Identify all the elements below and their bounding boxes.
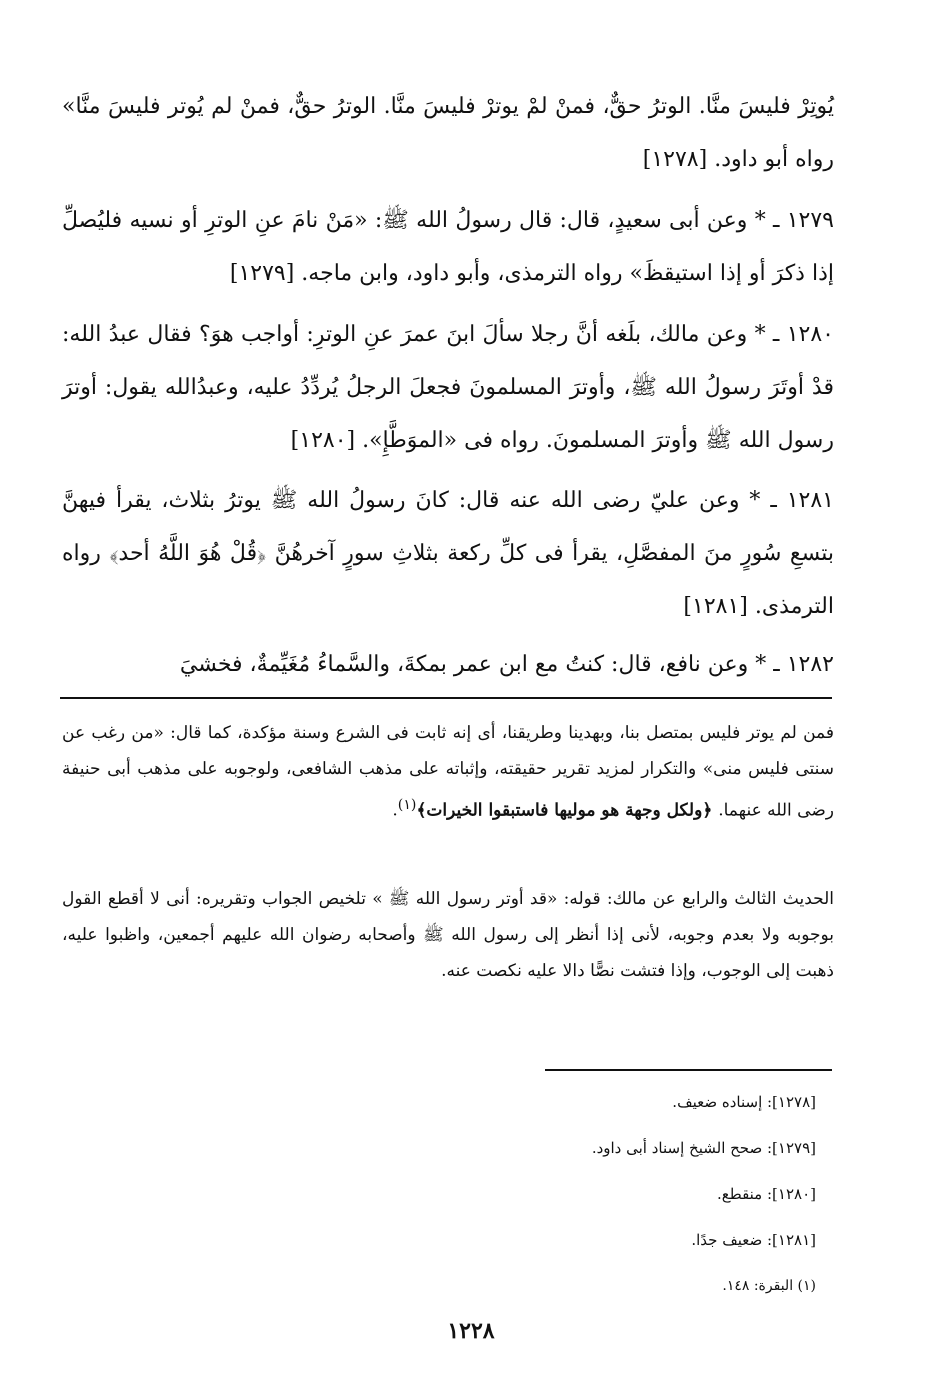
commentary-end: .: [392, 800, 398, 821]
footnote-1278: [١٢٧٨]: إسناده ضعيف.: [672, 1093, 816, 1111]
commentary-line: [62, 715, 834, 829]
footnotes-divider: [545, 1069, 832, 1071]
footnote-1280: [١٢٨٠]: منقطع.: [717, 1185, 816, 1203]
quran-quote: ﴿ولكل وجهة هو موليها فاستبقوا الخيرات﴾: [416, 800, 719, 821]
hadith-text: يُوتِرْ فليسَ منَّا. الوترُ حقٌّ، فمنْ لمْ يوترْ فليسَ منَّا. الوترُ حقٌّ، فمنْ لم يُوتر فليسَ منَّا» رواه أبو داود. [١٢٧٨]: [62, 94, 834, 172]
footnotes: [316, 1092, 816, 1322]
commentary-text: فمن لم يوتر فليس بمتصل بنا، وبهدينا وطريقنا، أى إنه ثابت فى الشرع وسنة مؤكدة، كما قال: «من رغب عن سنتى فليس منى» والتكرار لمزيد تقرير حقيقته، وإثباته على مذهب الشافعى، ولوجوبه على مذهب أبى حنيفة رضى الله عنهما.: [62, 723, 834, 821]
hadith-1282-start: [62, 638, 834, 691]
hadith-1278-ending: [62, 80, 834, 186]
hadith-text: ١٢٨٢ ـ * وعن نافع، قال: كنتُ مع ابن عمر بمكةَ، والسَّماءُ مُغَيِّمةٌ، فخشيَ: [179, 652, 834, 677]
page-number: ١٢٢٨: [447, 1318, 495, 1344]
footnote-1279: [١٢٧٩]: صحح الشيخ إسناد أبى داود.: [591, 1139, 816, 1157]
commentary-paragraph-1: [62, 715, 834, 829]
hadith-1280: [62, 308, 834, 467]
hadith-1281: [62, 474, 834, 633]
hadith-text: ١٢٨١ ـ * وعن عليّ رضى الله عنه قال: كانَ رسولُ الله ﷺ يوترُ بثلاث، يقرأ فيهنَّ بتسعِ سُورٍ منَ المفصَّلِ، يقرأ فى كلِّ ركعة بثلاثِ سورٍ آخرهُنَّ ﴿قُلْ هُوَ اللَّهُ أحد﴾ رواه الترمذى. [١٢٨١]: [62, 488, 834, 619]
commentary-paragraph-2: [62, 881, 834, 989]
footnote-1281: [١٢٨١]: ضعيف جدًا.: [691, 1231, 816, 1249]
footnote-quran-ref: (١) البقرة: ١٤٨.: [722, 1278, 816, 1294]
hadith-1279: [62, 194, 834, 300]
commentary-divider: [60, 697, 832, 699]
hadith-text: ١٢٧٩ ـ * وعن أبى سعيدٍ، قال: قال رسولُ الله ﷺ: «مَنْ نامَ عنِ الوترِ أو نسيه فليُصلِّ إذا ذكرَ أو إذا استيقظَ» رواه الترمذى، وأبو داود، وابن ماجه. [١٢٧٩]: [62, 208, 834, 286]
hadith-text: ١٢٨٠ ـ * وعن مالك، بلَغه أنَّ رجلا سألَ ابنَ عمرَ عنِ الوترِ: أواجب هوَ؟ فقال عبدُ الله: قدْ أوتَرَ رسولُ الله ﷺ، وأوترَ المسلمونَ فجعلَ الرجلُ يُردِّدُ عليه، وعبدُالله يقول: أوترَ رسول الله ﷺ وأوترَ المسلمونَ. رواه فى «الموَطَّإِ». [١٢٨٠]: [62, 322, 834, 453]
commentary-text: الحديث الثالث والرابع عن مالك: قوله: «قد أوتر رسول الله ﷺ » تلخيص الجواب وتقريره: أنى لا أقطع القول بوجوبه ولا بعدم وجوبه، لأنى إذا أنظر إلى رسول الله ﷺ وأصحابه رضوان الله عليهم أجمعين، واظبوا عليه، ذهبت إلى الوجوب، وإذا فتشت نصًّا دالا عليه نكصت عنه.: [62, 889, 834, 981]
footnote-ref: (١): [397, 797, 417, 813]
